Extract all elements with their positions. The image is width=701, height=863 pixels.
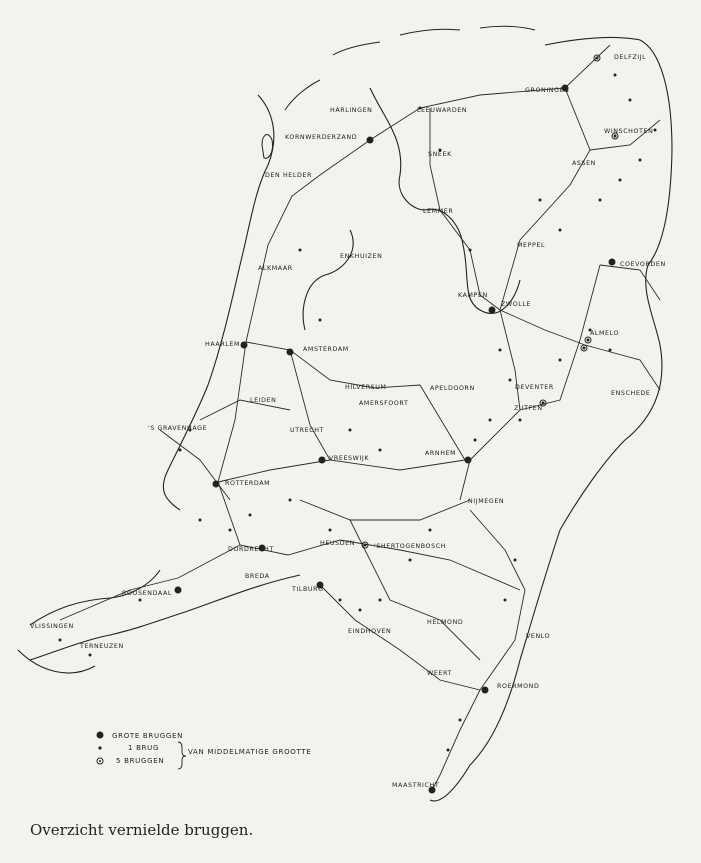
city-label: ROERMOND <box>497 683 540 690</box>
city-label: UTRECHT <box>290 427 324 434</box>
legend-brace <box>178 742 186 769</box>
city-label: ZUTFEN <box>514 405 543 412</box>
city-label: AMSTERDAM <box>303 346 349 353</box>
city-label: KAMPEN <box>458 292 488 299</box>
city-label: BREDA <box>245 573 270 580</box>
road-network <box>60 45 660 790</box>
city-label: LEMMER <box>423 208 454 215</box>
city-label: DEN HELDER <box>265 172 312 179</box>
city-label: WINSCHOTEN <box>604 128 654 135</box>
city-label: ALMELO <box>590 330 620 337</box>
city-label: VENLO <box>526 633 551 640</box>
city-label: HARLINGEN <box>330 107 373 114</box>
legend-big-label: GROTE BRUGGEN <box>112 732 184 740</box>
city-label: COEVORDEN <box>620 261 666 268</box>
city-label: HILVERSUM <box>345 384 387 391</box>
city-label: GRONINGEN <box>525 87 570 94</box>
city-label: TILBURG <box>292 586 324 593</box>
caption: Overzicht vernielde bruggen. <box>30 821 254 839</box>
city-label: APELDOORN <box>430 385 475 392</box>
city-label: EINDHOVEN <box>348 628 392 635</box>
legend-medium-label: VAN MIDDELMATIGE GROOTTE <box>188 748 312 756</box>
city-label: 'S GRAVENHAGE <box>148 425 208 432</box>
city-label: ZWOLLE <box>501 301 532 308</box>
city-label: LEIDEN <box>250 397 277 404</box>
city-label: NIJMEGEN <box>468 498 505 505</box>
legend-big-marker <box>97 732 104 739</box>
city-labels <box>30 54 666 789</box>
city-label: VREESWIJK <box>329 455 370 462</box>
city-label: ENKHUIZEN <box>340 253 383 260</box>
city-label: ROOSENDAAL <box>122 590 173 597</box>
bridge-markers <box>59 74 657 794</box>
city-label: LEEUWARDEN <box>417 107 468 114</box>
city-label: ALKMAAR <box>258 265 293 272</box>
city-label: DELFZIJL <box>614 54 647 61</box>
city-label: 'SHERTOGENBOSCH <box>374 543 447 550</box>
city-label: DEVENTER <box>515 384 554 391</box>
legend-five-label: 5 BRUGGEN <box>116 757 165 765</box>
legend <box>97 732 312 770</box>
legend-one-marker <box>98 746 101 749</box>
city-label: ROTTERDAM <box>225 480 271 487</box>
city-label: ASSEN <box>572 160 596 167</box>
city-label: AMERSFOORT <box>359 400 409 407</box>
city-label: TERNEUZEN <box>80 643 124 650</box>
city-label: ENSCHEDE <box>611 390 651 397</box>
multi-bridge-markers <box>362 55 618 548</box>
city-label: WEERT <box>427 670 452 677</box>
city-label: HEUSDEN <box>320 540 356 547</box>
city-label: ARNHEM <box>425 450 457 457</box>
city-label: KORNWERDERZAND <box>285 134 358 141</box>
coastline <box>18 38 672 801</box>
legend-one-label: 1 BRUG <box>128 744 160 752</box>
city-label: HAARLEM <box>205 341 241 348</box>
city-label: SNEEK <box>428 151 452 158</box>
city-label: VLISSINGEN <box>30 623 74 630</box>
city-label: HELMOND <box>427 619 464 626</box>
city-label: MEPPEL <box>517 242 546 249</box>
city-label: MAASTRICHT <box>392 782 440 789</box>
city-label: DORDRECHT <box>228 546 274 553</box>
